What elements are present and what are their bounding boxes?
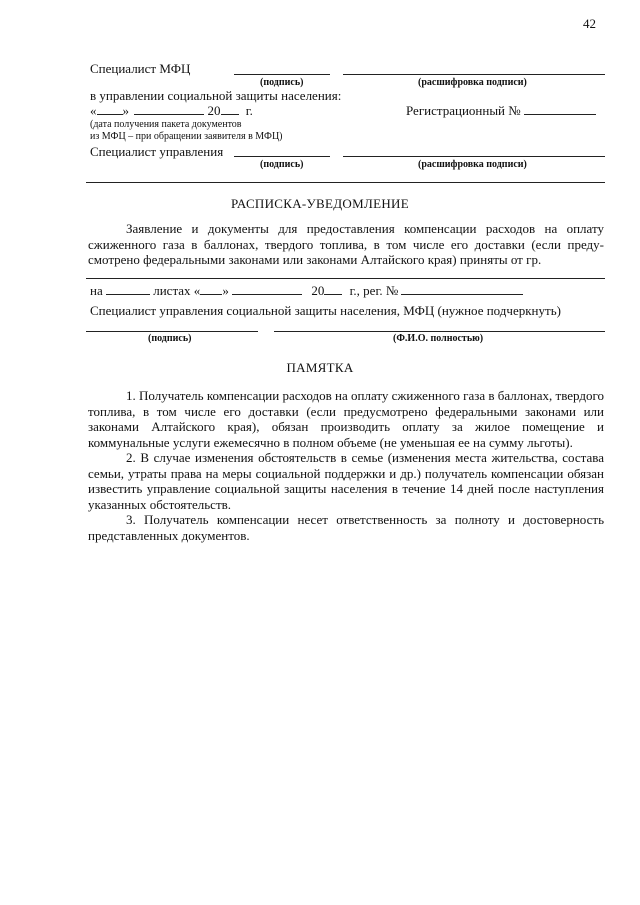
date-note [90, 119, 283, 143]
memo-item-1: 1. Получатель компенсации расходов на оплату сжиженного газа в баллонах, твердого топлива, в том числе его доставки (если предусмотрено федеральными законами или законами Алтайского края), обязан производить оплату за жилое помещение и коммунальные услуги ежемесячно в полном объеме (не уменьшая ее на сумму льготы). [88, 388, 604, 450]
date-open-quote: « [90, 103, 97, 118]
receipt-sheets-line [90, 283, 523, 299]
memo-item-3: 3. Получатель компенсации несет ответственность за полноту и достоверность представленных документов. [88, 512, 604, 543]
receipt-fio-line [274, 331, 605, 332]
date-year-prefix: 20 [207, 103, 221, 118]
mfc-signature-caption: (подпись) [260, 77, 304, 88]
date-line [90, 103, 253, 119]
receipt-title: РАСПИСКА-УВЕДОМЛЕНИЕ [231, 196, 409, 211]
receipt-year-prefix: 20 [311, 283, 325, 298]
receipt-reg-label: г., рег. № [349, 283, 399, 298]
receipt-year-blank [324, 283, 342, 295]
date-year-suffix: г. [245, 103, 253, 118]
date-year-blank [221, 103, 239, 115]
registration-blank [524, 103, 596, 115]
mfc-signature-decode-line [343, 74, 605, 75]
department-signature-decode-line [343, 156, 605, 157]
page-number: 42 [583, 16, 596, 31]
department-signature-decode-caption: (расшифровка подписи) [418, 159, 527, 170]
receipt-body: Заявление и документы для предоставления компенсации расходов на оплату сжиженного газа в баллонах, твердого топлива, в том числе его доставки (если преду-смотрено федеральными законами или законами Алтайского края) приняты от гр. [88, 221, 604, 267]
mfc-signature-decode-caption: (расшифровка подписи) [418, 77, 527, 88]
date-note-line1: (дата получения пакета документов [90, 119, 242, 130]
receipt-reg-blank [401, 283, 523, 295]
receipt-day-blank [200, 283, 222, 295]
registration-label: Регистрационный № [406, 103, 521, 118]
department-signature-line [234, 156, 330, 157]
receipt-signature-line [86, 331, 258, 332]
memo-title: ПАМЯТКА [286, 360, 354, 375]
receipt-month-blank [232, 283, 302, 295]
memo-item-2: 2. В случае изменения обстоятельств в семье (изменения места жительства, состава семьи, утраты права на меры социальной поддержки и др.) получатель компенсации обязан известить управление социальной защиты населения в течение 14 дней после наступления указанных обстоятельств. [88, 450, 604, 512]
date-note-line2: из МФЦ – при обращении заявителя в МФЦ) [90, 131, 283, 142]
mfc-specialist-label: Специалист МФЦ [90, 61, 191, 76]
receipt-date-close: » [222, 283, 229, 298]
department-signature-caption: (подпись) [260, 159, 304, 170]
receipt-fio-caption: (Ф.И.О. полностью) [393, 333, 484, 344]
cut-line [86, 182, 605, 183]
mfc-signature-line [234, 74, 330, 75]
receipt-sheets-label: листах « [153, 283, 201, 298]
date-day-blank [97, 103, 123, 115]
department-line: в управлении социальной защиты населения: [90, 88, 342, 103]
department-specialist-label: Специалист управления [90, 144, 224, 159]
receipt-sheets-blank [106, 283, 150, 295]
date-month-blank [134, 103, 204, 115]
receipt-signature-caption: (подпись) [148, 333, 192, 344]
registration-number [406, 103, 596, 119]
receipt-specialist-line: Специалист управления социальной защиты населения, МФЦ (нужное подчеркнуть) [90, 303, 561, 318]
receipt-sheets-prefix: на [90, 283, 103, 298]
date-close-quote: » [122, 103, 129, 118]
receipt-name-line [86, 278, 605, 279]
